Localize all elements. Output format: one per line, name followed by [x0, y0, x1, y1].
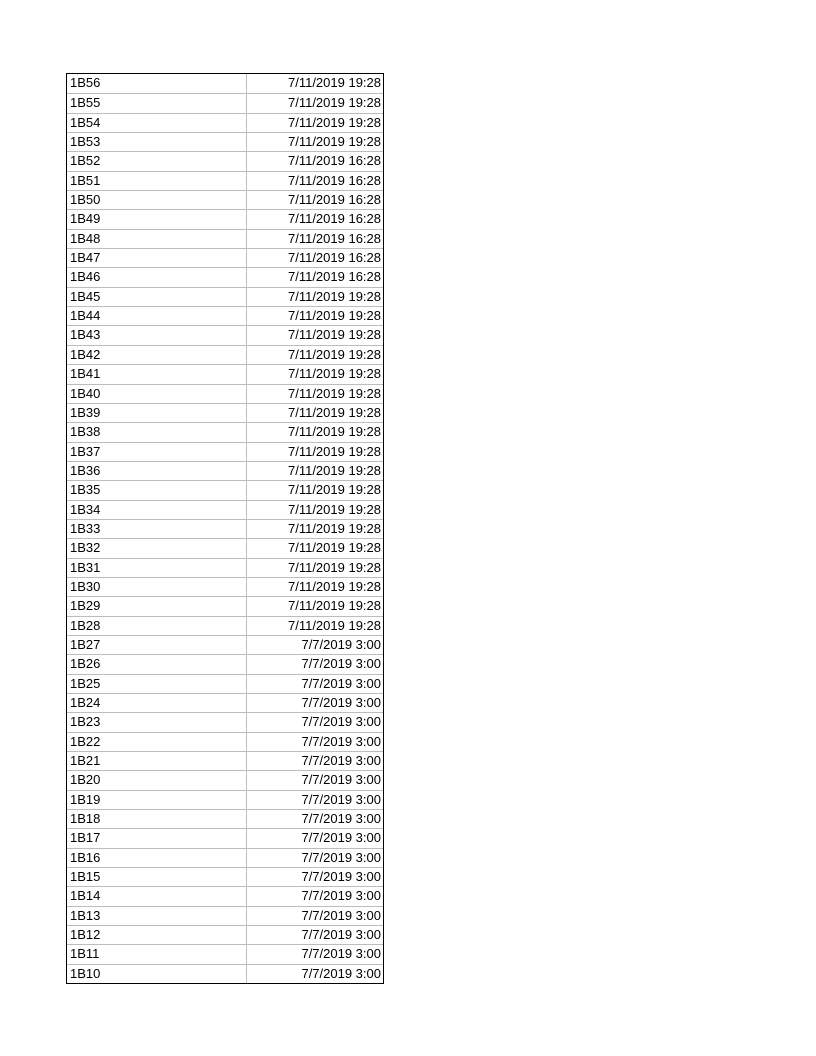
table-row: [67, 519, 383, 538]
cell-datetime[interactable]: 7/7/2019 3:00: [301, 656, 381, 672]
table-row: [67, 828, 383, 847]
table-row: [67, 770, 383, 789]
cell-id[interactable]: 1B35: [67, 481, 247, 499]
cell-id[interactable]: 1B46: [67, 268, 247, 286]
cell-datetime[interactable]: 7/11/2019 19:28: [287, 385, 381, 401]
cell-datetime[interactable]: 7/11/2019 19:28: [287, 578, 381, 594]
cell-id[interactable]: 1B32: [67, 539, 247, 557]
table-row: [67, 287, 383, 306]
cell-id[interactable]: 1B11: [67, 945, 247, 963]
table-row: [67, 461, 383, 480]
cell-id[interactable]: 1B39: [67, 404, 247, 422]
cell-id[interactable]: 1B56: [67, 74, 247, 93]
table-row: [67, 422, 383, 441]
cell-datetime[interactable]: 7/11/2019 16:28: [287, 172, 381, 188]
table-row: [67, 751, 383, 770]
table-row: [67, 732, 383, 751]
table-row: [67, 384, 383, 403]
table-row: [67, 538, 383, 557]
cell-datetime[interactable]: 7/11/2019 16:28: [287, 250, 381, 266]
table-row: [67, 693, 383, 712]
table-row: [67, 364, 383, 383]
cell-id[interactable]: 1B15: [67, 868, 247, 886]
cell-id[interactable]: 1B14: [67, 887, 247, 905]
table-row: [67, 790, 383, 809]
cell-id[interactable]: 1B37: [67, 443, 247, 461]
cell-id[interactable]: 1B17: [67, 829, 247, 847]
cell-datetime[interactable]: 7/7/2019 3:00: [301, 869, 381, 885]
table-row: [67, 442, 383, 461]
cell-datetime[interactable]: 7/11/2019 19:28: [287, 404, 381, 420]
table-row: [67, 93, 383, 112]
cell-id[interactable]: 1B13: [67, 907, 247, 925]
cell-id[interactable]: 1B21: [67, 752, 247, 770]
table-row: [67, 132, 383, 151]
cell-id[interactable]: 1B49: [67, 210, 247, 228]
cell-datetime[interactable]: 7/7/2019 3:00: [301, 849, 381, 865]
cell-id[interactable]: 1B48: [67, 230, 247, 248]
table-row: [67, 306, 383, 325]
table-row: [67, 500, 383, 519]
cell-datetime[interactable]: 7/11/2019 16:28: [287, 269, 381, 285]
cell-id[interactable]: 1B42: [67, 346, 247, 364]
cell-datetime[interactable]: 7/11/2019 16:28: [287, 192, 381, 208]
cell-datetime[interactable]: 7/11/2019 19:28: [287, 75, 381, 90]
table-row: [67, 906, 383, 925]
cell-id[interactable]: 1B36: [67, 462, 247, 480]
table-row: [67, 171, 383, 190]
table-row: [67, 209, 383, 228]
cell-id[interactable]: 1B43: [67, 326, 247, 344]
table-row: [67, 596, 383, 615]
cell-id[interactable]: 1B16: [67, 849, 247, 867]
cell-datetime[interactable]: 7/11/2019 19:28: [287, 327, 381, 343]
cell-datetime[interactable]: 7/7/2019 3:00: [301, 811, 381, 827]
table-row: [67, 674, 383, 693]
cell-id[interactable]: 1B34: [67, 501, 247, 519]
cell-datetime[interactable]: 7/11/2019 19:28: [287, 462, 381, 478]
table-row: [67, 248, 383, 267]
cell-datetime[interactable]: 7/7/2019 3:00: [301, 695, 381, 710]
cell-datetime[interactable]: 7/7/2019 3:00: [301, 965, 381, 981]
cell-datetime[interactable]: 7/11/2019 19:28: [287, 501, 381, 517]
cell-datetime[interactable]: 7/7/2019 3:00: [301, 927, 381, 943]
cell-id[interactable]: 1B40: [67, 385, 247, 403]
cell-datetime[interactable]: 7/7/2019 3:00: [301, 772, 381, 788]
cell-datetime[interactable]: 7/11/2019 19:28: [287, 134, 381, 150]
cell-datetime[interactable]: 7/11/2019 19:28: [287, 559, 381, 575]
table-row: [67, 925, 383, 944]
cell-datetime[interactable]: 7/11/2019 19:28: [287, 346, 381, 362]
cell-datetime[interactable]: 7/11/2019 19:28: [287, 540, 381, 556]
cell-id[interactable]: 1B27: [67, 636, 247, 654]
cell-id[interactable]: 1B28: [67, 617, 247, 635]
cell-id[interactable]: 1B55: [67, 94, 247, 112]
cell-datetime[interactable]: 7/11/2019 19:28: [287, 308, 381, 324]
table-row: [67, 577, 383, 596]
cell-id[interactable]: 1B41: [67, 365, 247, 383]
cell-datetime[interactable]: 7/11/2019 16:28: [287, 211, 381, 227]
cell-id[interactable]: 1B52: [67, 152, 247, 170]
spreadsheet-table: [66, 73, 384, 984]
cell-datetime[interactable]: 7/11/2019 19:28: [287, 288, 381, 304]
cell-datetime[interactable]: 7/7/2019 3:00: [301, 636, 381, 652]
cell-id[interactable]: 1B31: [67, 559, 247, 577]
cell-id[interactable]: 1B18: [67, 810, 247, 828]
cell-datetime[interactable]: 7/7/2019 3:00: [301, 791, 381, 807]
cell-datetime[interactable]: 7/11/2019 19:28: [287, 114, 381, 130]
table-row: [67, 944, 383, 963]
cell-datetime[interactable]: 7/7/2019 3:00: [301, 733, 381, 749]
cell-datetime[interactable]: 7/11/2019 19:28: [287, 520, 381, 536]
cell-datetime[interactable]: 7/11/2019 16:28: [287, 153, 381, 169]
cell-id[interactable]: 1B33: [67, 520, 247, 538]
cell-id[interactable]: 1B45: [67, 288, 247, 306]
cell-id[interactable]: 1B51: [67, 172, 247, 190]
table-row: [67, 654, 383, 673]
cell-datetime[interactable]: 7/7/2019 3:00: [301, 675, 381, 691]
cell-id[interactable]: 1B25: [67, 675, 247, 693]
cell-id[interactable]: 1B29: [67, 597, 247, 615]
cell-datetime[interactable]: 7/11/2019 19:28: [287, 366, 381, 382]
cell-datetime[interactable]: 7/7/2019 3:00: [301, 714, 381, 730]
table-row: [67, 480, 383, 499]
table-row: [67, 712, 383, 731]
cell-id[interactable]: 1B10: [67, 965, 247, 983]
cell-datetime[interactable]: 7/11/2019 16:28: [287, 230, 381, 246]
cell-id[interactable]: 1B44: [67, 307, 247, 325]
table-row: [67, 267, 383, 286]
cell-id[interactable]: 1B54: [67, 114, 247, 132]
table-row: [67, 325, 383, 344]
table-row: [67, 616, 383, 635]
cell-id[interactable]: 1B26: [67, 655, 247, 673]
cell-id[interactable]: 1B53: [67, 133, 247, 151]
table-row: [67, 74, 383, 93]
cell-id[interactable]: 1B19: [67, 791, 247, 809]
cell-id[interactable]: 1B23: [67, 713, 247, 731]
cell-id[interactable]: 1B22: [67, 733, 247, 751]
cell-datetime[interactable]: 7/11/2019 19:28: [287, 443, 381, 459]
table-row: [67, 848, 383, 867]
table-row: [67, 886, 383, 905]
cell-datetime[interactable]: 7/7/2019 3:00: [301, 830, 381, 846]
cell-datetime[interactable]: 7/11/2019 19:28: [287, 95, 381, 111]
table-row: [67, 190, 383, 209]
cell-id[interactable]: 1B30: [67, 578, 247, 596]
table-row: [67, 345, 383, 364]
table-row: [67, 809, 383, 828]
table-row: [67, 113, 383, 132]
table-row: [67, 867, 383, 886]
cell-datetime[interactable]: 7/11/2019 19:28: [287, 598, 381, 614]
cell-datetime[interactable]: 7/7/2019 3:00: [301, 907, 381, 923]
cell-id[interactable]: 1B24: [67, 694, 247, 712]
table-row: [67, 229, 383, 248]
table-row: [67, 151, 383, 170]
cell-id[interactable]: 1B38: [67, 423, 247, 441]
cell-datetime[interactable]: 7/7/2019 3:00: [301, 753, 381, 769]
cell-id[interactable]: 1B12: [67, 926, 247, 944]
cell-datetime[interactable]: 7/7/2019 3:00: [301, 946, 381, 962]
cell-datetime[interactable]: 7/11/2019 19:28: [287, 424, 381, 440]
table-row: [67, 558, 383, 577]
table-row: [67, 635, 383, 654]
cell-datetime[interactable]: 7/7/2019 3:00: [301, 888, 381, 904]
cell-datetime[interactable]: 7/11/2019 19:28: [287, 617, 381, 633]
cell-id[interactable]: 1B20: [67, 771, 247, 789]
table-row: [67, 403, 383, 422]
cell-id[interactable]: 1B47: [67, 249, 247, 267]
cell-datetime[interactable]: 7/11/2019 19:28: [287, 482, 381, 498]
table-row: [67, 964, 383, 983]
cell-id[interactable]: 1B50: [67, 191, 247, 209]
